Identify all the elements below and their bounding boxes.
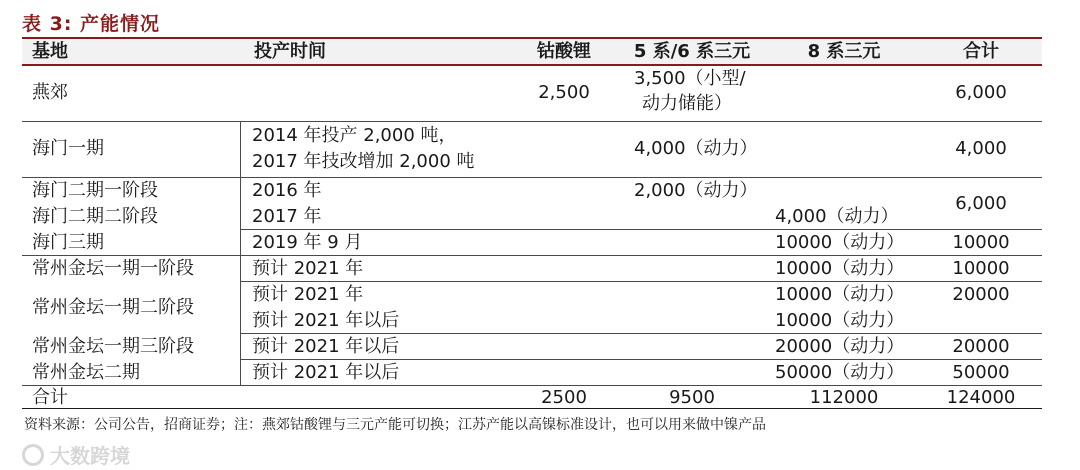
cell-base-haimen2-stage1: 海门二期一阶段 — [32, 180, 158, 201]
row-divider — [240, 229, 1042, 230]
cell-time-haimen2-stage2: 2017 年 — [252, 206, 322, 227]
cell-base-changzhou-1-3: 常州金坛一期三阶段 — [32, 336, 194, 357]
column-divider — [240, 121, 241, 385]
cell-licoo2-yanjiao: 2,500 — [538, 82, 590, 103]
cell-time-changzhou-1-2-line2: 预计 2021 年以后 — [252, 310, 400, 331]
cell-ternary8-haimen2: 4,000（动力） — [775, 206, 899, 227]
top-rule — [22, 37, 1042, 39]
cell-time-haimen3: 2019 年 9 月 — [252, 232, 363, 253]
cell-ternary56-haimen2: 2,000（动力） — [634, 180, 758, 201]
cell-base-haimen2-stage2: 海门二期二阶段 — [32, 206, 158, 227]
watermark-logo-icon — [22, 444, 44, 466]
header-ternary56: 5 系/6 系三元 — [633, 41, 751, 62]
cell-total-changzhou-1-3: 20000 — [952, 336, 1010, 357]
header-rule — [22, 64, 1042, 66]
cell-base-yanjiao: 燕郊 — [32, 82, 68, 103]
cell-ternary56-sum: 9500 — [669, 387, 715, 408]
cell-total-haimen2: 6,000 — [955, 193, 1007, 214]
cell-ternary8-changzhou-1-1: 10000（动力） — [775, 258, 905, 279]
cell-base-changzhou-1-2: 常州金坛一期二阶段 — [32, 297, 194, 318]
bottom-rule — [22, 408, 1042, 409]
cell-ternary8-haimen3: 10000（动力） — [775, 232, 905, 253]
cell-ternary8-sum: 112000 — [809, 387, 879, 408]
header-base: 基地 — [32, 41, 68, 62]
cell-total-haimen3: 10000 — [952, 232, 1010, 253]
header-background — [22, 38, 1042, 64]
cell-licoo2-sum: 2500 — [541, 387, 587, 408]
cell-ternary8-changzhou-1-2-line2: 10000（动力） — [775, 310, 905, 331]
cell-total-changzhou-2: 50000 — [952, 362, 1010, 383]
watermark — [22, 440, 130, 469]
cell-ternary8-changzhou-1-3: 20000（动力） — [775, 336, 905, 357]
cell-time-haimen1-line2: 2017 年技改增加 2,000 吨 — [252, 151, 475, 172]
cell-total-changzhou-1-1: 10000 — [952, 258, 1010, 279]
row-divider — [22, 385, 1042, 386]
cell-time-haimen1-line1: 2014 年投产 2,000 吨， — [252, 125, 457, 146]
header-time: 投产时间 — [254, 41, 326, 62]
cell-ternary8-changzhou-2: 50000（动力） — [775, 362, 905, 383]
cell-ternary56-yanjiao-line1: 3,500（小型/ — [634, 68, 746, 89]
cell-total-yanjiao: 6,000 — [955, 82, 1007, 103]
cell-base-sum: 合计 — [32, 387, 68, 408]
header-licoo2: 钴酸锂 — [537, 41, 591, 62]
table-title: 表 3: 产能情况 — [22, 13, 161, 35]
cell-base-changzhou-1-1: 常州金坛一期一阶段 — [32, 258, 194, 279]
row-divider — [240, 359, 1042, 360]
header-total: 合计 — [963, 41, 999, 62]
cell-base-changzhou-2: 常州金坛二期 — [32, 362, 140, 383]
cell-total-sum: 124000 — [946, 387, 1016, 408]
cell-time-haimen2-stage1: 2016 年 — [252, 180, 322, 201]
row-divider — [240, 281, 1042, 282]
cell-base-haimen3: 海门三期 — [32, 232, 104, 253]
cell-base-haimen1: 海门一期 — [32, 138, 104, 159]
cell-total-haimen1: 4,000 — [955, 138, 1007, 159]
cell-ternary56-yanjiao-line2: 动力储能） — [642, 93, 732, 114]
cell-ternary56-haimen1: 4,000（动力） — [634, 138, 758, 159]
cell-time-changzhou-1-2-line1: 预计 2021 年 — [252, 284, 364, 305]
source-note: 资料来源：公司公告，招商证券；注：燕郊钴酸锂与三元产能可切换；江苏产能以高镍标准设计，也可以用来做中镍产品 — [24, 417, 766, 433]
cell-time-changzhou-1-3: 预计 2021 年以后 — [252, 336, 400, 357]
cell-ternary8-changzhou-1-2-line1: 10000（动力） — [775, 284, 905, 305]
cell-time-changzhou-1-1: 预计 2021 年 — [252, 258, 364, 279]
row-divider — [240, 333, 1042, 334]
row-divider — [22, 255, 1042, 256]
cell-time-changzhou-2: 预计 2021 年以后 — [252, 362, 400, 383]
cell-total-changzhou-1-2: 20000 — [952, 284, 1010, 305]
row-divider — [22, 121, 1042, 122]
header-ternary8: 8 系三元 — [807, 41, 881, 62]
watermark-text: 大数跨境 — [50, 444, 130, 468]
row-divider — [22, 177, 1042, 178]
